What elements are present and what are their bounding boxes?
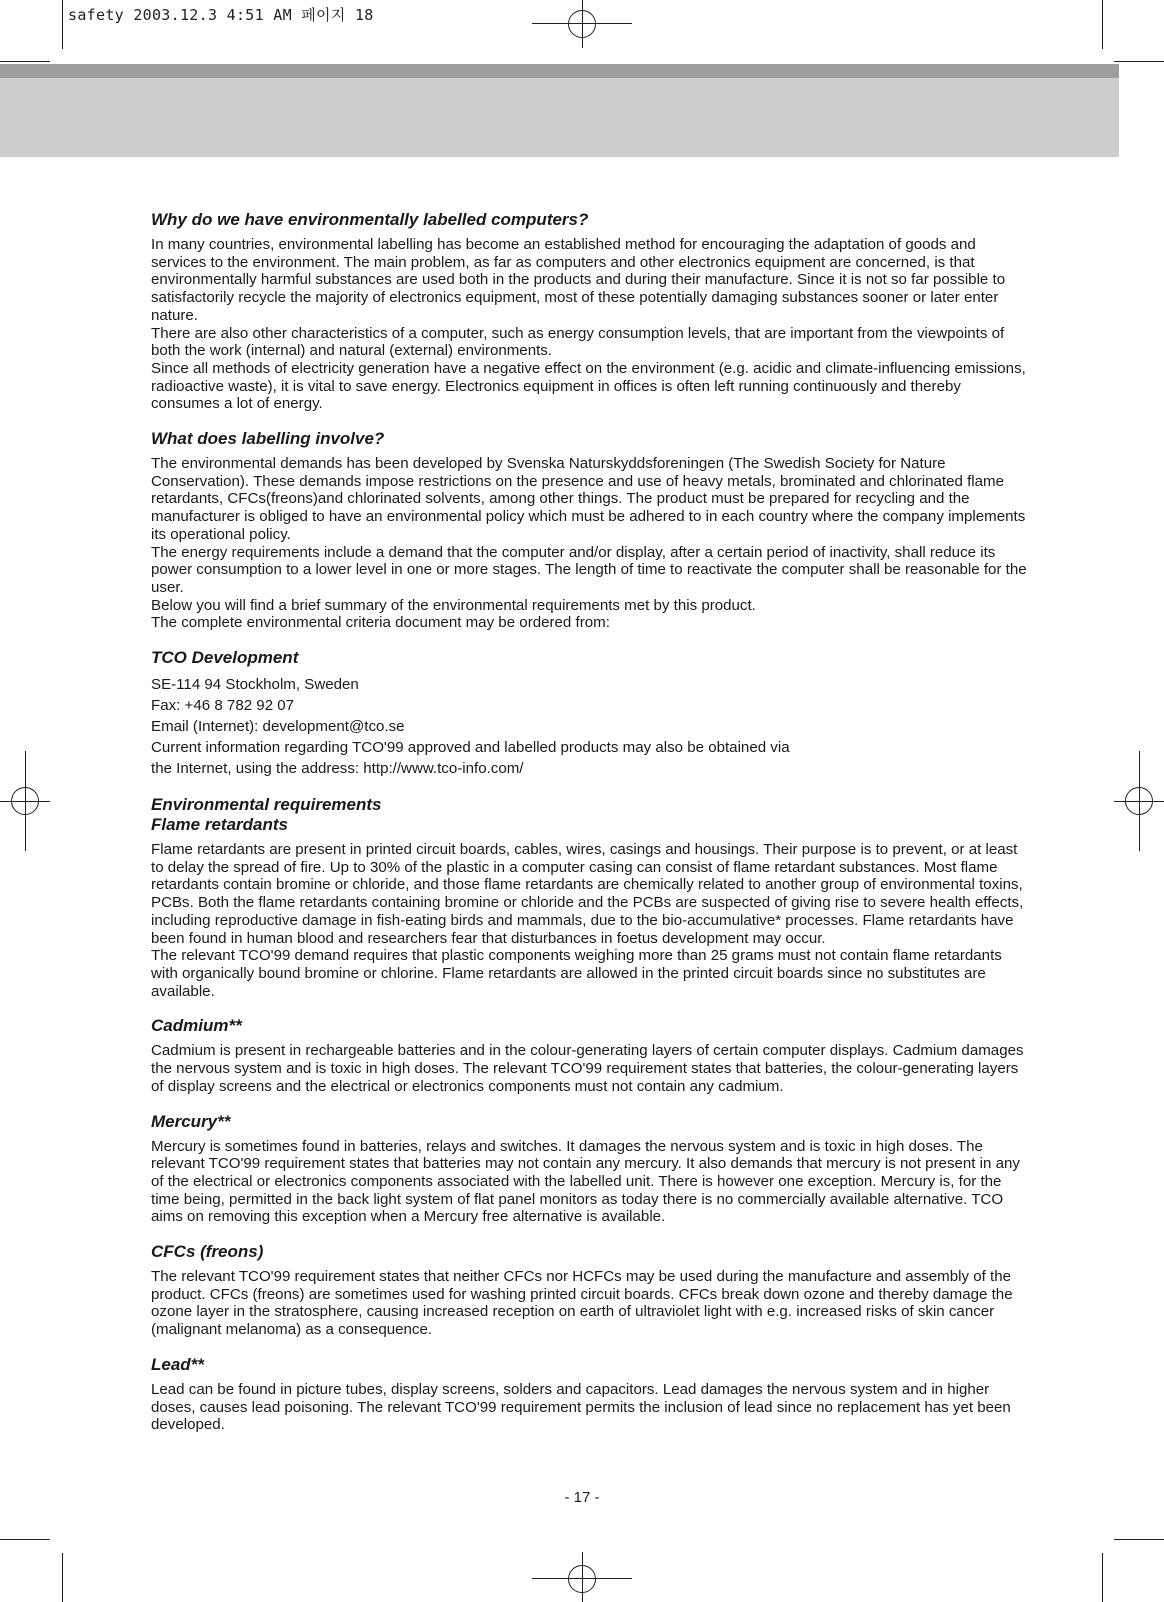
crop-mark (0, 61, 50, 62)
registration-mark (568, 1565, 596, 1593)
crop-mark (62, 0, 63, 49)
section-heading: Mercury** (151, 1111, 231, 1131)
section-cadmium (151, 1016, 1031, 1095)
paragraph: The complete environmental criteria document may be ordered from: (151, 614, 610, 632)
paragraph: Since all methods of electricity generation have a negative effect on the environment (e.g. acidic and climate-influencing emissions, radioactive waste), it is vital to save energy. Electronics equipment in offices is often left running continuously and thereby consumes a lot of energy. (151, 359, 1026, 413)
page-number: - 17 - (564, 1489, 600, 1506)
crop-mark (62, 1553, 63, 1602)
header-band-light (0, 78, 1119, 157)
section-environmental-requirements (151, 795, 1031, 1000)
section-labelling-involve (151, 429, 1031, 632)
paragraph: The environmental demands has been developed by Svenska Naturskyddsforeningen (The Swedish Society for Nature Conservation). These demands impose restrictions on the presence and use of heavy metals, brominated and chlorinated flame retardants, CFCs(freons)and chlorinated solvents, among other things. The product must be prepared for recycling and the manufacturer is obliged to have an environmental policy which must be adhered to in each country where the company implements its operational policy. (151, 455, 1026, 543)
section-heading: Lead** (151, 1354, 204, 1374)
paragraph: Mercury is sometimes found in batteries, relays and switches. It damages the nervous system and is toxic in high doses. The relevant TCO'99 requirement states that batteries may not contain any mercury. It also demands that mercury is not present in any of the electrical or electronics components associated with the labelled unit. There is however one exception. Mercury is, for the time being, permitted in the back light system of flat panel monitors as today there is no commercially available alternative. TCO aims on removing this exception when a Mercury free alternative is available. (151, 1137, 1020, 1226)
internet-info-line: the Internet, using the address: http://www.tco-info.com/ (151, 760, 524, 778)
print-slug: safety 2003.12.3 4:51 AM 페이지 18 (68, 6, 374, 24)
section-heading: Cadmium** (151, 1016, 242, 1036)
section-heading: What does labelling involve? (151, 429, 385, 449)
paragraph: Lead can be found in picture tubes, display screens, solders and capacitors. Lead damages the nervous system and in higher doses, causes lead poisoning. The relevant TCO'99 requirement permits the inclusion of lead since no replacement has yet been developed. (151, 1380, 1011, 1434)
paragraph: The relevant TCO'99 demand requires that plastic components weighing more than 25 grams must not contain flame retardants with organically bound bromine or chlorine. Flame retardants are allowed in the printed circuit boards since no substitutes are available. (151, 947, 1002, 1000)
crop-mark (1102, 1553, 1103, 1602)
registration-mark (568, 10, 596, 38)
fax-number: Fax: +46 8 782 92 07 (151, 697, 295, 715)
crop-mark (1114, 1539, 1164, 1540)
section-heading: Why do we have environmentally labelled computers? (151, 210, 589, 229)
registration-mark (1125, 787, 1153, 815)
section-cfcs (151, 1242, 1031, 1339)
paragraph: In many countries, environmental labelling has become an established method for encouraging the adaptation of goods and services to the environment. The main problem, as far as computers and other electronics equipment are concerned, is that environmentally harmful substances are used both in the products and during their manufacture. Since it is not so far possible to satisfactorily recycle the majority of electronics equipment, most of these potentially damaging substances sooner or later enter nature. (151, 236, 1006, 324)
section-mercury (151, 1112, 1031, 1227)
registration-mark (11, 787, 39, 815)
paragraph: There are also other characteristics of a computer, such as energy consumption levels, that are important from the viewpoints of both the work (internal) and natural (external) environments. (151, 324, 1005, 360)
paragraph: The relevant TCO'99 requirement states that neither CFCs nor HCFCs may be used during the manufacture and assembly of the product. CFCs (freons) are sometimes used for washing printed circuit boards. CFCs break down ozone and thereby damage the ozone layer in the stratosphere, causing increased reception on earth of ultraviolet light with e.g. increased risks of skin cancer (malignant melanoma) as a consequence. (151, 1268, 1013, 1339)
section-subheading: Flame retardants (151, 815, 288, 835)
section-heading: CFCs (freons) (151, 1242, 264, 1262)
section-tco-development (151, 648, 1031, 779)
postal-address: SE-114 94 Stockholm, Sweden (151, 676, 359, 694)
email-address: Email (Internet): development@tco.se (151, 718, 405, 736)
paragraph: Flame retardants are present in printed circuit boards, cables, wires, casings and housings. Their purpose is to prevent, or at least to delay the spread of fire. Up to 30% of the plastic in a computer casing can consist of flame retardant substances. Most flame retardants contain bromine or chloride, and those flame retardants are chemically related to another group of environmental toxins, PCBs. Both the flame retardants containing bromine or chloride and the PCBs are suspected of giving rise to severe health effects, including reproductive damage in fish-eating birds and mammals, due to the bio-accumulative* processes. Flame retardants have been found in human blood and researchers fear that disturbances in foetus development may occur. (151, 841, 1024, 947)
crop-mark (0, 1539, 50, 1540)
crop-mark (1114, 61, 1164, 62)
paragraph: Cadmium is present in rechargeable batteries and in the colour-generating layers of certain computer displays. Cadmium damages the nervous system and is toxic in high doses. The relevant TCO'99 requirement states that batteries, the colour-generating layers of display screens and the electrical or electronics components must not contain any cadmium. (151, 1042, 1024, 1095)
section-heading: TCO Development (151, 648, 299, 668)
page-content (151, 210, 1031, 1434)
section-why-labelled (151, 210, 1031, 413)
section-heading: Environmental requirements (151, 795, 382, 815)
paragraph: The energy requirements include a demand that the computer and/or display, after a certain period of inactivity, shall reduce its power consumption to a lower level in one or more stages. The length of time to reactivate the computer shall be reasonable for the user. (151, 543, 1027, 596)
paragraph: Below you will find a brief summary of the environmental requirements met by this product. (151, 596, 756, 614)
internet-info-line: Current information regarding TCO'99 approved and labelled products may also be obtained via (151, 739, 790, 757)
header-band-dark (0, 64, 1119, 78)
crop-mark (1102, 0, 1103, 49)
section-lead (151, 1355, 1031, 1434)
